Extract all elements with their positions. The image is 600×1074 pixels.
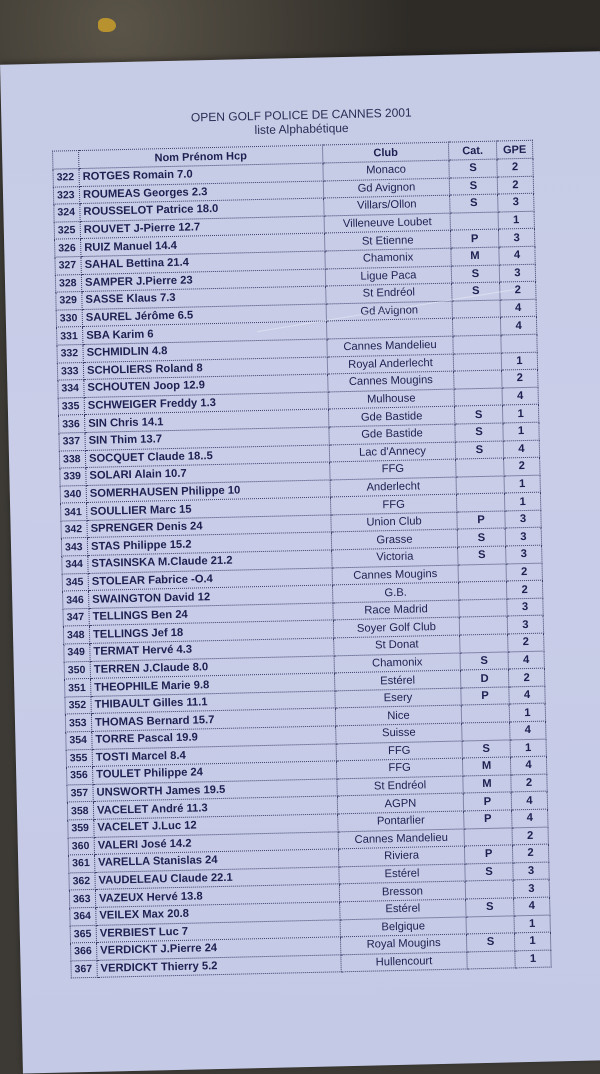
row-number: 328: [55, 274, 81, 292]
row-number: 360: [68, 837, 94, 855]
player-name-hcp: STAS Philippe 15.2: [87, 532, 331, 555]
category-cell: S: [452, 282, 500, 301]
category-cell: M: [462, 757, 510, 776]
group-cell: 3: [505, 510, 541, 528]
player-name-hcp: SAHAL Bettina 21.4: [81, 251, 325, 274]
group-cell: 4: [509, 686, 545, 704]
player-name-hcp: VARELLA Stanislas 24: [95, 849, 339, 872]
row-number: 358: [67, 802, 93, 820]
category-cell: [459, 616, 507, 635]
group-cell: 1: [502, 404, 538, 422]
group-cell: 3: [498, 193, 534, 211]
row-number: 346: [63, 591, 89, 609]
row-number: 331: [57, 327, 83, 345]
group-cell: 3: [505, 528, 541, 546]
group-cell: [501, 334, 537, 352]
row-number: 340: [60, 485, 86, 503]
category-cell: [461, 704, 509, 723]
row-number: 333: [57, 362, 83, 380]
group-cell: 4: [512, 809, 548, 827]
club-cell: St Endréol: [326, 283, 452, 303]
club-cell: Chamonix: [325, 248, 451, 268]
row-number: 350: [64, 661, 90, 679]
club-cell: AGPN: [337, 793, 463, 813]
category-cell: [454, 388, 502, 407]
group-cell: 1: [509, 704, 545, 722]
player-name-hcp: VACELET André 11.3: [93, 796, 337, 819]
group-cell: 3: [506, 545, 542, 563]
player-name-hcp: SCHOLIERS Roland 8: [83, 356, 327, 379]
group-cell: 2: [497, 176, 533, 194]
category-cell: S: [451, 265, 499, 284]
paper-sheet: [0, 51, 600, 1073]
header-cat: Cat.: [448, 141, 496, 160]
player-name-hcp: TOSTI Marcel 8.4: [92, 743, 336, 766]
player-name-hcp: THIBAULT Gilles 11.1: [91, 691, 335, 714]
club-cell: Royal Mougins: [340, 934, 466, 954]
player-name-hcp: SCHWEIGER Freddy 1.3: [84, 392, 328, 415]
category-cell: [456, 493, 504, 512]
club-cell: Lac d'Annecy: [329, 442, 455, 462]
club-cell: Gd Avignon: [326, 301, 452, 321]
row-number: 348: [63, 626, 89, 644]
club-cell: Victoria: [332, 547, 458, 567]
group-cell: 4: [511, 791, 547, 809]
player-name-hcp: UNSWORTH James 19.5: [93, 779, 337, 802]
category-cell: S: [449, 159, 497, 178]
category-cell: P: [461, 687, 509, 706]
row-number: 335: [58, 397, 84, 415]
club-cell: Nice: [335, 705, 461, 725]
category-cell: D: [460, 669, 508, 688]
category-cell: [464, 827, 512, 846]
group-cell: 4: [510, 756, 546, 774]
category-cell: S: [457, 528, 505, 547]
group-cell: 3: [498, 229, 534, 247]
row-number: 357: [67, 784, 93, 802]
row-number: 355: [66, 749, 92, 767]
leaf-decoration: [98, 18, 116, 32]
club-cell: G.B.: [332, 582, 458, 602]
group-cell: 3: [513, 862, 549, 880]
club-cell: Chamonix: [334, 653, 460, 673]
player-name-hcp: SOMERHAUSEN Philippe 10: [86, 480, 330, 503]
player-name-hcp: TERMAT Hervé 4.3: [90, 638, 334, 661]
club-cell: Soyer Golf Club: [333, 617, 459, 637]
category-cell: S: [454, 405, 502, 424]
document-title: OPEN GOLF POLICE DE CANNES 2001: [190, 105, 412, 125]
player-name-hcp: SIN Chris 14.1: [85, 409, 329, 432]
category-cell: [452, 317, 500, 336]
club-cell: Monaco: [323, 160, 449, 180]
player-name-hcp: TOULET Philippe 24: [93, 761, 337, 784]
group-cell: 4: [499, 246, 535, 264]
player-name-hcp: VAZEUX Hervé 13.8: [95, 884, 339, 907]
group-cell: 2: [506, 563, 542, 581]
row-number: 356: [67, 767, 93, 785]
category-cell: [456, 476, 504, 495]
group-cell: 2: [508, 668, 544, 686]
row-number: 325: [54, 221, 80, 239]
player-name-hcp: ROUMEAS Georges 2.3: [79, 181, 323, 204]
category-cell: M: [451, 247, 499, 266]
club-cell: Gd Avignon: [323, 178, 449, 198]
club-cell: Estérel: [339, 864, 465, 884]
row-number: 323: [53, 186, 79, 204]
club-cell: Grasse: [331, 530, 457, 550]
row-number: 330: [56, 309, 82, 327]
player-name-hcp: VEILEX Max 20.8: [96, 902, 340, 925]
club-cell: FFG: [330, 494, 456, 514]
category-cell: [453, 335, 501, 354]
player-name-hcp: TELLINGS Jef 18: [89, 620, 333, 643]
row-number: 349: [64, 643, 90, 661]
player-name-hcp: VALERI José 14.2: [94, 831, 338, 854]
player-name-hcp: ROTGES Romain 7.0: [79, 163, 323, 186]
group-cell: 1: [515, 950, 551, 968]
club-cell: Bresson: [339, 881, 465, 901]
club-cell: Belgique: [340, 916, 466, 936]
player-name-hcp: STOLEAR Fabrice -O.4: [88, 568, 332, 591]
group-cell: 4: [503, 440, 539, 458]
club-cell: Riviera: [338, 846, 464, 866]
club-cell: Estérel: [340, 899, 466, 919]
row-number: 343: [61, 538, 87, 556]
player-name-hcp: ROUVET J-Pierre 12.7: [80, 216, 324, 239]
group-cell: 1: [504, 492, 540, 510]
player-name-hcp: SCHOUTEN Joop 12.9: [84, 374, 328, 397]
group-cell: 2: [504, 457, 540, 475]
category-cell: S: [455, 440, 503, 459]
group-cell: 2: [502, 369, 538, 387]
row-number: 362: [69, 872, 95, 890]
category-cell: P: [463, 792, 511, 811]
category-cell: S: [466, 933, 514, 952]
category-cell: [466, 915, 514, 934]
category-cell: [459, 599, 507, 618]
group-cell: 2: [511, 774, 547, 792]
club-cell: Esery: [335, 688, 461, 708]
group-cell: 2: [508, 633, 544, 651]
row-number: 342: [61, 520, 87, 538]
club-cell: Gde Bastide: [328, 406, 454, 426]
club-cell: Race Madrid: [333, 600, 459, 620]
category-cell: P: [450, 229, 498, 248]
row-number: 363: [69, 890, 95, 908]
category-cell: P: [464, 845, 512, 864]
row-number: 354: [66, 731, 92, 749]
player-name-hcp: VERBIEST Luc 7: [96, 919, 340, 942]
category-cell: [460, 634, 508, 653]
club-cell: Anderlecht: [330, 477, 456, 497]
header-club: Club: [322, 142, 448, 163]
category-cell: S: [460, 652, 508, 671]
row-number: 365: [70, 925, 96, 943]
player-name-hcp: SOLARI Alain 10.7: [86, 462, 330, 485]
roster-body: [53, 158, 551, 978]
club-cell: Pontarlier: [338, 811, 464, 831]
category-cell: S: [455, 423, 503, 442]
group-cell: 2: [506, 580, 542, 598]
header-gpe: GPE: [496, 140, 532, 159]
row-number: 339: [60, 468, 86, 486]
group-cell: 3: [507, 598, 543, 616]
category-cell: [458, 581, 506, 600]
group-cell: 2: [497, 158, 533, 176]
group-cell: 2: [500, 281, 536, 299]
row-number: 341: [61, 503, 87, 521]
row-number: 332: [57, 344, 83, 362]
category-cell: [456, 458, 504, 477]
category-cell: S: [458, 546, 506, 565]
row-number: 366: [71, 942, 97, 960]
club-cell: Hullencourt: [341, 952, 467, 972]
club-cell: Ligue Paca: [325, 266, 451, 286]
group-cell: 4: [510, 721, 546, 739]
player-name-hcp: VERDICKT Thierry 5.2: [97, 955, 341, 978]
player-name-hcp: SOULLIER Marc 15: [87, 497, 331, 520]
player-name-hcp: TELLINGS Ben 24: [89, 603, 333, 626]
category-cell: P: [464, 810, 512, 829]
category-cell: [453, 353, 501, 372]
club-cell: Estérel: [334, 670, 460, 690]
row-number: 344: [62, 556, 88, 574]
category-cell: [450, 212, 498, 231]
player-name-hcp: SCHMIDLIN 4.8: [83, 339, 327, 362]
player-name-hcp: SAUREL Jérôme 6.5: [82, 304, 326, 327]
group-cell: 1: [501, 352, 537, 370]
club-cell: Cannes Mandelieu: [327, 336, 453, 356]
player-name-hcp: SASSE Klaus 7.3: [82, 286, 326, 309]
row-number: 338: [59, 450, 85, 468]
group-cell: 4: [500, 317, 536, 335]
row-number: 345: [62, 573, 88, 591]
row-number: 324: [54, 204, 80, 222]
header-num: [53, 151, 79, 170]
club-cell: Cannes Mougins: [328, 371, 454, 391]
club-cell: Villeneuve Loubet: [324, 213, 450, 233]
row-number: 336: [59, 415, 85, 433]
group-cell: 3: [513, 879, 549, 897]
player-name-hcp: SAMPER J.Pierre 23: [81, 269, 325, 292]
category-cell: [454, 370, 502, 389]
group-cell: 2: [512, 844, 548, 862]
header-name: Nom Prénom Hcp: [79, 145, 323, 169]
group-cell: 2: [512, 827, 548, 845]
club-cell: FFG: [336, 741, 462, 761]
club-cell: St Etienne: [324, 231, 450, 251]
club-cell: FFG: [336, 758, 462, 778]
group-cell: 1: [510, 739, 546, 757]
player-name-hcp: VACELET J.Luc 12: [94, 814, 338, 837]
player-name-hcp: ROUSSELOT Patrice 18.0: [80, 198, 324, 221]
row-number: 337: [59, 432, 85, 450]
club-cell: Union Club: [331, 512, 457, 532]
category-cell: S: [462, 740, 510, 759]
club-cell: Villars/Ollon: [324, 195, 450, 215]
row-number: 351: [65, 679, 91, 697]
club-cell: Cannes Mougins: [332, 565, 458, 585]
club-cell: Cannes Mandelieu: [338, 829, 464, 849]
club-cell: FFG: [330, 459, 456, 479]
player-name-hcp: SIN Thim 13.7: [85, 427, 329, 450]
player-name-hcp: SBA Karim 6: [83, 321, 327, 344]
group-cell: 1: [514, 932, 550, 950]
roster-table: [52, 140, 552, 979]
row-number: 367: [71, 960, 97, 978]
player-name-hcp: SOCQUET Claude 18..5: [85, 444, 329, 467]
player-name-hcp: THOMAS Bernard 15.7: [91, 708, 335, 731]
club-cell: Royal Anderlecht: [327, 354, 453, 374]
club-cell: Gde Bastide: [329, 424, 455, 444]
club-cell: Suisse: [336, 723, 462, 743]
row-number: 353: [65, 714, 91, 732]
row-number: 364: [70, 907, 96, 925]
group-cell: 1: [503, 422, 539, 440]
group-cell: 4: [508, 651, 544, 669]
row-number: 327: [55, 256, 81, 274]
player-name-hcp: RUIZ Manuel 14.4: [81, 233, 325, 256]
document-subtitle: liste Alphabétique: [254, 120, 349, 138]
group-cell: 3: [507, 616, 543, 634]
category-cell: S: [466, 898, 514, 917]
row-number: 334: [58, 380, 84, 398]
category-cell: P: [457, 511, 505, 530]
row-number: 326: [55, 239, 81, 257]
group-cell: 1: [504, 475, 540, 493]
club-cell: St Donat: [334, 635, 460, 655]
row-number: 322: [53, 169, 79, 187]
category-cell: S: [450, 194, 498, 213]
row-number: 359: [68, 819, 94, 837]
row-number: 352: [65, 696, 91, 714]
category-cell: S: [449, 177, 497, 196]
club-cell: St Endréol: [337, 776, 463, 796]
category-cell: S: [465, 863, 513, 882]
category-cell: M: [463, 775, 511, 794]
group-cell: 4: [514, 897, 550, 915]
row-number: 347: [63, 608, 89, 626]
player-name-hcp: VAUDELEAU Claude 22.1: [95, 867, 339, 890]
group-cell: 4: [500, 299, 536, 317]
group-cell: 4: [502, 387, 538, 405]
player-name-hcp: SPRENGER Denis 24: [87, 515, 331, 538]
category-cell: [465, 880, 513, 899]
player-name-hcp: SWAINGTON David 12: [89, 585, 333, 608]
group-cell: 1: [514, 915, 550, 933]
player-name-hcp: VERDICKT J.Pierre 24: [97, 937, 341, 960]
category-cell: [462, 722, 510, 741]
category-cell: [458, 564, 506, 583]
category-cell: [467, 951, 515, 970]
player-name-hcp: STASINSKA M.Claude 21.2: [88, 550, 332, 573]
row-number: 361: [69, 855, 95, 873]
player-name-hcp: THEOPHILE Marie 9.8: [91, 673, 335, 696]
row-number: 329: [56, 292, 82, 310]
player-name-hcp: TORRE Pascal 19.9: [92, 726, 336, 749]
category-cell: [452, 300, 500, 319]
club-cell: Mulhouse: [328, 389, 454, 409]
player-name-hcp: TERREN J.Claude 8.0: [90, 656, 334, 679]
group-cell: 1: [498, 211, 534, 229]
group-cell: 3: [499, 264, 535, 282]
